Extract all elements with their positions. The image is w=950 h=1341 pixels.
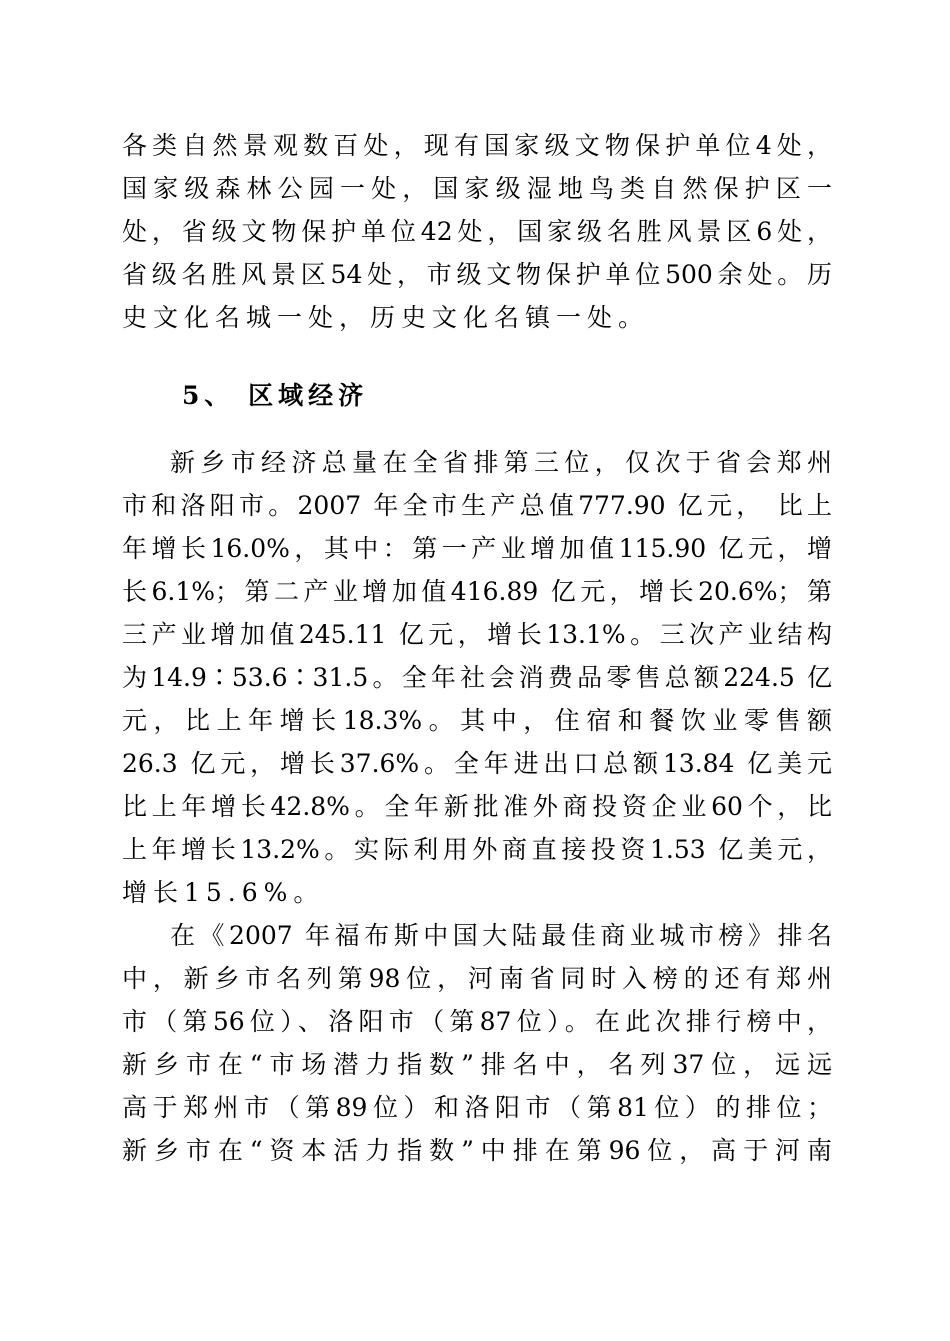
text-line: 长6.1%；第二产业增加值416.89 亿元，增长20.6%；第 — [122, 577, 832, 606]
text-line: 在《2007 年福布斯中国大陆最佳商业城市榜》排名 — [170, 921, 832, 950]
section-heading: 5、 区域经济 — [182, 381, 369, 410]
text-line: 上年增长13.2%。实际利用外商直接投资1.53 亿美元， — [122, 835, 832, 864]
text-line: 中，新乡市名列第98位，河南省同时入榜的还有郑州 — [122, 964, 832, 993]
text-line: 高于郑州市（第89位）和洛阳市（第81位）的排位； — [122, 1093, 832, 1122]
text-line: 比上年增长42.8%。全年新批准外商投资企业60个，比 — [122, 792, 832, 821]
text-line: 国家级森林公园一处，国家级湿地鸟类自然保护区一 — [122, 174, 832, 203]
text-line: 年增长16.0%，其中：第一产业增加值115.90 亿元，增 — [122, 534, 832, 563]
text-line: 史文化名城一处，历史文化名镇一处。 — [122, 303, 650, 332]
text-line: 元，比上年增长18.3%。其中，住宿和餐饮业零售额 — [122, 706, 832, 735]
text-line: 新乡市在“市场潜力指数”排名中，名列37位，远远 — [122, 1050, 832, 1079]
text-line: 增长15.6%。 — [122, 878, 325, 907]
text-line: 新乡市在“资本活力指数”中排在第96位，高于河南 — [122, 1136, 832, 1165]
text-line: 市（第56位）、洛阳市（第87位）。在此次排行榜中， — [122, 1007, 832, 1036]
text-line: 26.3 亿元，增长37.6%。全年进出口总额13.84 亿美元 — [122, 749, 832, 778]
text-line: 新乡市经济总量在全省排第三位，仅次于省会郑州 — [170, 448, 832, 477]
text-line: 省级名胜风景区54处，市级文物保护单位500余处。历 — [122, 260, 832, 289]
text-line: 各类自然景观数百处，现有国家级文物保护单位4处， — [122, 131, 832, 160]
text-line: 处，省级文物保护单位42处，国家级名胜风景区6处， — [122, 217, 832, 246]
text-line: 三产业增加值245.11 亿元，增长13.1%。三次产业结构 — [122, 620, 832, 649]
text-line: 为14.9∶53.6∶31.5。全年社会消费品零售总额224.5 亿 — [122, 663, 832, 692]
text-line: 市和洛阳市。2007 年全市生产总值777.90 亿元， 比上 — [122, 491, 832, 520]
